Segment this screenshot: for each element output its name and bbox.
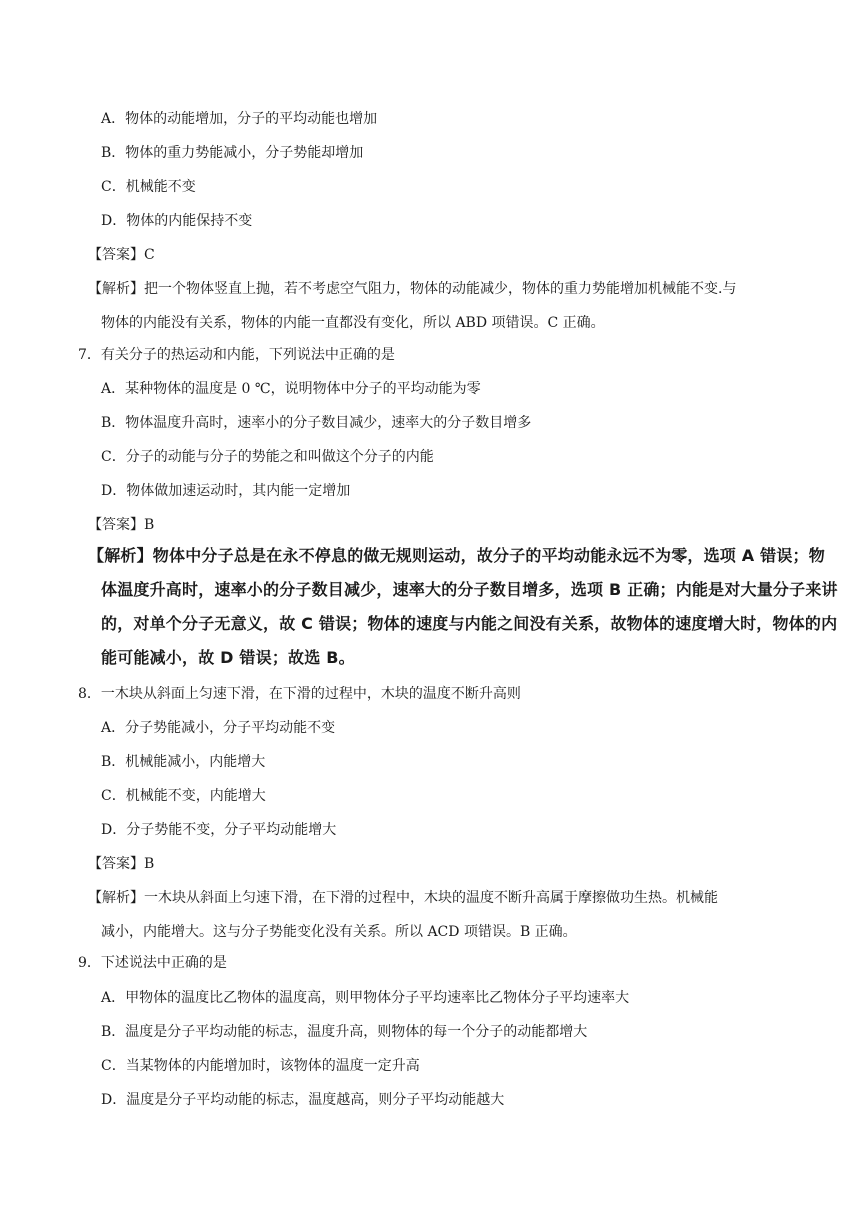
q7-answer: 【答案】B: [88, 517, 155, 533]
q9-option-d: D．温度是分子平均动能的标志，温度越高，则分子平均动能越大: [101, 1092, 505, 1108]
q7-analysis-line-3: 的，对单个分子无意义，故 C 错误；物体的速度与内能之间没有关系，故物体的速度增大时，物体的内: [101, 614, 838, 633]
q6-answer: 【答案】C: [88, 247, 155, 263]
q7-option-b: B．物体温度升高时，速率小的分子数目减少，速率大的分子数目增多: [101, 415, 532, 431]
q6-option-b: B．物体的重力势能减小，分子势能却增加: [101, 145, 364, 161]
q9-option-c: C．当某物体的内能增加时，该物体的温度一定升高: [101, 1058, 420, 1074]
q6-analysis-line-2: 物体的内能没有关系，物体的内能一直都没有变化，所以 ABD 项错误。C 正确。: [101, 315, 605, 331]
q8-option-d: D．分子势能不变，分子平均动能增大: [101, 822, 337, 838]
q7-analysis-line-1: 【解析】物体中分子总是在永不停息的做无规则运动，故分子的平均动能永远不为零，选项 A 错误；物: [88, 546, 825, 565]
q7-option-c: C．分子的动能与分子的势能之和叫做这个分子的内能: [101, 449, 434, 465]
q9-stem: 9．下述说法中正确的是: [78, 955, 227, 971]
q8-option-c: C．机械能不变，内能增大: [101, 788, 266, 804]
q7-analysis-line-4: 能可能减小，故 D 错误；故选 B。: [101, 648, 355, 667]
q8-answer: 【答案】B: [88, 856, 155, 872]
q7-stem: 7．有关分子的热运动和内能，下列说法中正确的是: [78, 347, 395, 363]
q8-analysis-line-2: 减小，内能增大。这与分子势能变化没有关系。所以 ACD 项错误。B 正确。: [101, 924, 577, 940]
q7-option-a: A．某种物体的温度是 0 ℃，说明物体中分子的平均动能为零: [101, 381, 481, 397]
q8-option-b: B．机械能减小，内能增大: [101, 754, 266, 770]
q8-analysis-line-1: 【解析】一木块从斜面上匀速下滑，在下滑的过程中，木块的温度不断升高属于摩擦做功生热。机械能: [88, 890, 718, 906]
q6-analysis-line-1: 【解析】把一个物体竖直上抛，若不考虑空气阻力，物体的动能减少，物体的重力势能增加机械能不变.与: [88, 281, 737, 297]
q7-analysis-line-2: 体温度升高时，速率小的分子数目减少，速率大的分子数目增多，选项 B 正确；内能是对大量分子来讲: [101, 580, 838, 599]
q6-option-c: C．机械能不变: [101, 179, 196, 195]
q9-option-a: A．甲物体的温度比乙物体的温度高，则甲物体分子平均速率比乙物体分子平均速率大: [101, 990, 630, 1006]
q7-option-d: D．物体做加速运动时，其内能一定增加: [101, 483, 351, 499]
q6-option-d: D．物体的内能保持不变: [101, 213, 253, 229]
q6-option-a: A．物体的动能增加，分子的平均动能也增加: [101, 111, 378, 127]
q8-stem: 8．一木块从斜面上匀速下滑，在下滑的过程中，木块的温度不断升高则: [78, 686, 521, 702]
q8-option-a: A．分子势能减小，分子平均动能不变: [101, 720, 336, 736]
q9-option-b: B．温度是分子平均动能的标志，温度升高，则物体的每一个分子的动能都增大: [101, 1024, 588, 1040]
